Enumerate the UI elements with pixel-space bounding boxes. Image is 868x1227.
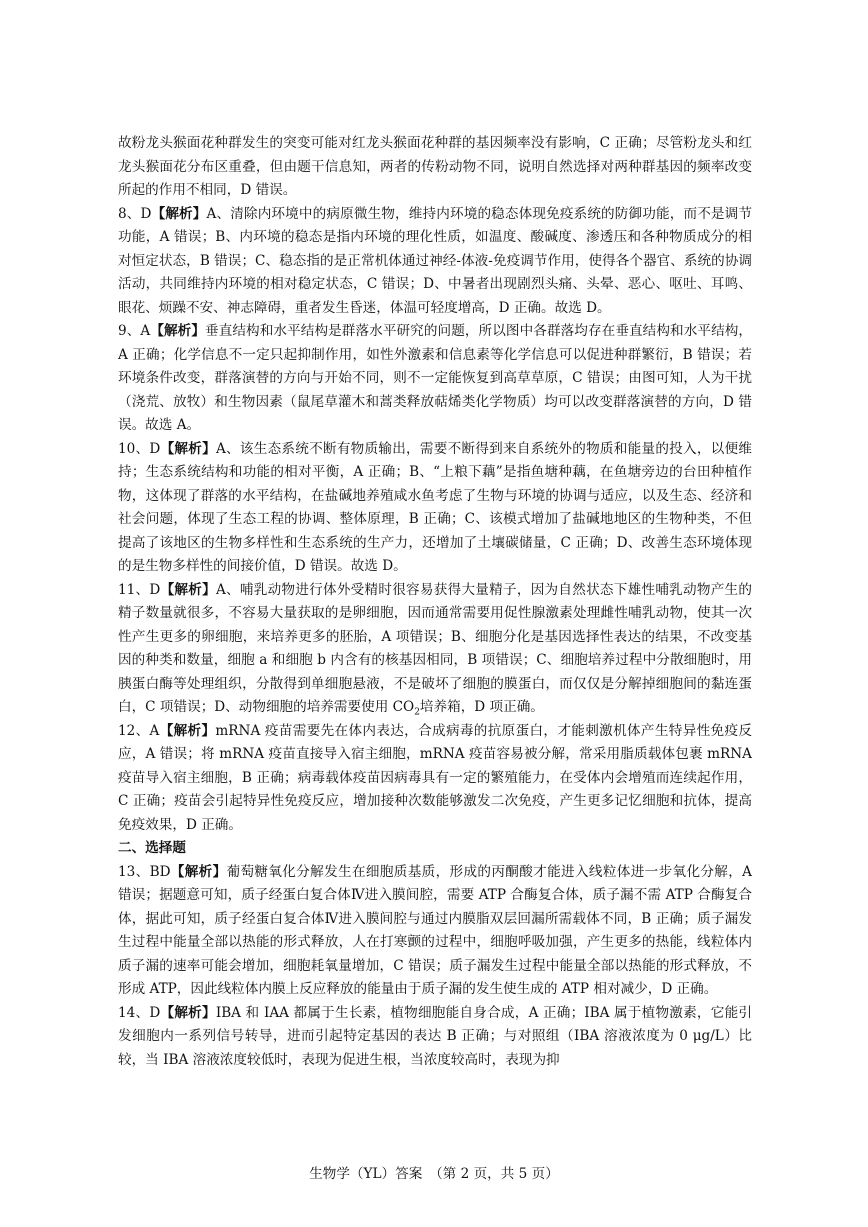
answer-number: 13、BD (118, 863, 171, 880)
analysis-tag: 【解析】 (159, 722, 216, 739)
answer-text: IBA 和 IAA 都属于生长素，植物细胞能自身合成，A 正确；IBA 属于植物激素，它能引发细胞内一系列信号转导，进而引起特定基因的表达 B 正确；与对照组（IBA 溶液浓度为 0 μg/L）比较，当 IBA 溶液浓度较低时，表现为促进生根，当浓度较高时，表现为抑 (118, 1004, 753, 1068)
answer-item-12 (118, 720, 752, 838)
answer-number: 14、D (118, 1004, 161, 1021)
answer-item-13 (118, 861, 752, 1002)
answer-number: 9、A (118, 323, 151, 339)
answer-text: A、哺乳动物进行体外受精时很容易获得大量精子，因为自然状态下雄性哺乳动物产生的精子数量就很多，不容易大量获取的是卵细胞，因而通常需要用促性腺激素处理雌性哺乳动物，使其一次性产生更多的卵细胞，来培养更多的胚胎，A 项错误；B、细胞分化是基因选择性表达的结果，不改变基因的种类和数量，细胞 a 和细胞 b 内含有的核基因相同，B 项错误；C、细胞培养过程中分散细胞时，用胰蛋白酶等处理组织，分散得到单细胞悬液，不是破坏了细胞的膜蛋白，而仅仅是分解掉细胞间的黏连蛋白，C 项错误；D、动物细胞的培养需要使用 (118, 581, 753, 715)
analysis-tag: 【解析】 (150, 323, 206, 339)
analysis-tag: 【解析】 (160, 581, 216, 598)
answer-text: 葡萄糖氧化分解发生在细胞质基质，形成的丙酮酸才能进入线粒体进一步氧化分解，A 错误；据题意可知，质子经蛋白复合体Ⅳ进入膜间腔，需要 ATP 合酶复合体，质子漏不需 ATP 合酶复合体，据此可知，质子经蛋白复合体Ⅳ进入膜间腔与通过内膜脂双层回漏所需载体不同，B 正确；质子漏发生过程中能量全部以热能的形式释放，人在打寒颤的过程中，细胞呼吸加强，产生更多的热能，线粒体内质子漏的速率可能会增加，细胞耗氧量增加，C 错误；质子漏发生过程中能量全部以热能的形式释放，不形成 ATP，因此线粒体内膜上反应释放的能量由于质子漏的发生使生成的 ATP 相对减少，D 正确。 (118, 863, 752, 997)
answer-text: 垂直结构和水平结构是群落水平研究的问题，所以图中各群落均存在垂直结构和水平结构，A 正确；化学信息不一定只起抑制作用，如性外激素和信息素等化学信息可以促进种群繁衍，B 错误；若环境条件改变，群落演替的方向与开始不同，则不一定能恢复到高草草原，C 错误；由图可知，人为干扰（浇荒、放牧）和生物因素（鼠尾草灌木和蒿类释放萜烯类化学物质）均可以改变群落演替的方向，D 错误。故选 A。 (118, 323, 753, 433)
answer-text-after: 培养箱，D 项正确。 (419, 699, 544, 715)
co2-formula: $CO_2$ (392, 699, 420, 718)
answer-content (118, 132, 752, 1072)
answer-number: 8、D (118, 205, 152, 222)
answer-item-11 (118, 579, 752, 720)
paragraph-continuation (118, 132, 752, 203)
section-heading: 二、选择题 (118, 840, 186, 856)
answer-text: A、该生态系统不断有物质输出，需要不断得到来自系统外的物质和能量的投入，以便维持；生态系统结构和功能的相对平衡，A 正确；B、“上粮下藕”是指鱼塘种藕，在鱼塘旁边的台田种植作物，这体现了群落的水平结构，在盐碱地养殖咸水鱼考虑了生物与环境的协调与适应，以及生态、经济和社会问题，体现了生态工程的协调、整体原理，B 正确；C、该模式增加了盐碱地地区的生物种类，不但提高了该地区的生物多样性和生态系统的生产力，还增加了土壤碳储量，C 正确；D、改善生态环境体现的是生物多样性的间接价值，D 错误。故选 D。 (118, 440, 753, 574)
answer-number: 11、D (118, 581, 161, 598)
answer-item-14 (118, 1002, 752, 1073)
answer-item-8 (118, 203, 752, 321)
answer-number: 12、A (118, 722, 160, 739)
analysis-tag: 【解析】 (170, 863, 227, 880)
page-footer: 生物学（YL）答案 （第 2 页，共 5 页） (309, 1166, 559, 1182)
answer-text: mRNA 疫苗需要先在体内表达，合成病毒的抗原蛋白，才能刺激机体产生特异性免疫反应，A 错误；将 mRNA 疫苗直接导入宿主细胞，mRNA 疫苗容易被分解，常采用脂质载体包裹 mRNA 疫苗导入宿主细胞，B 正确；病毒载体疫苗因病毒具有一定的繁殖能力，在受体内会增殖而连续起作用，C 正确；疫苗会引起特异性免疫反应，增加接种次数能够激发二次免疫，产生更多记忆细胞和抗体，提高免疫效果，D 正确。 (118, 722, 752, 833)
analysis-tag: 【解析】 (160, 1004, 216, 1021)
answer-item-10 (118, 438, 752, 579)
analysis-tag: 【解析】 (151, 205, 207, 222)
answer-number: 10、D (118, 440, 161, 457)
answer-item-9 (118, 320, 752, 438)
analysis-tag: 【解析】 (160, 440, 216, 457)
paragraph-text: 故粉龙头猴面花种群发生的突变可能对红龙头猴面花种群的基因频率没有影响，C 正确；尽管粉龙头和红龙头猴面花分布区重叠，但由题干信息知，两者的传粉动物不同，说明自然选择对两种群基因的频率改变所起的作用不相同，D 错误。 (118, 135, 752, 198)
answer-text: A、清除内环境中的病原微生物，维持内环境的稳态体现免疫系统的防御功能，而不是调节功能，A 错误；B、内环境的稳态是指内环境的理化性质，如温度、酸碱度、渗透压和各种物质成分的相对恒定状态，B 错误；C、稳态指的是正常机体通过神经-体液-免疫调节作用，使得各个器官、系统的协调活动，共同维持内环境的相对稳定状态，C 错误；D、中暑者出现剧烈头痛、头晕、恶心、呕吐、耳鸣、眼花、烦躁不安、神志障碍，重者发生昏迷，体温可轻度增高，D 正确。故选 D。 (118, 205, 752, 316)
